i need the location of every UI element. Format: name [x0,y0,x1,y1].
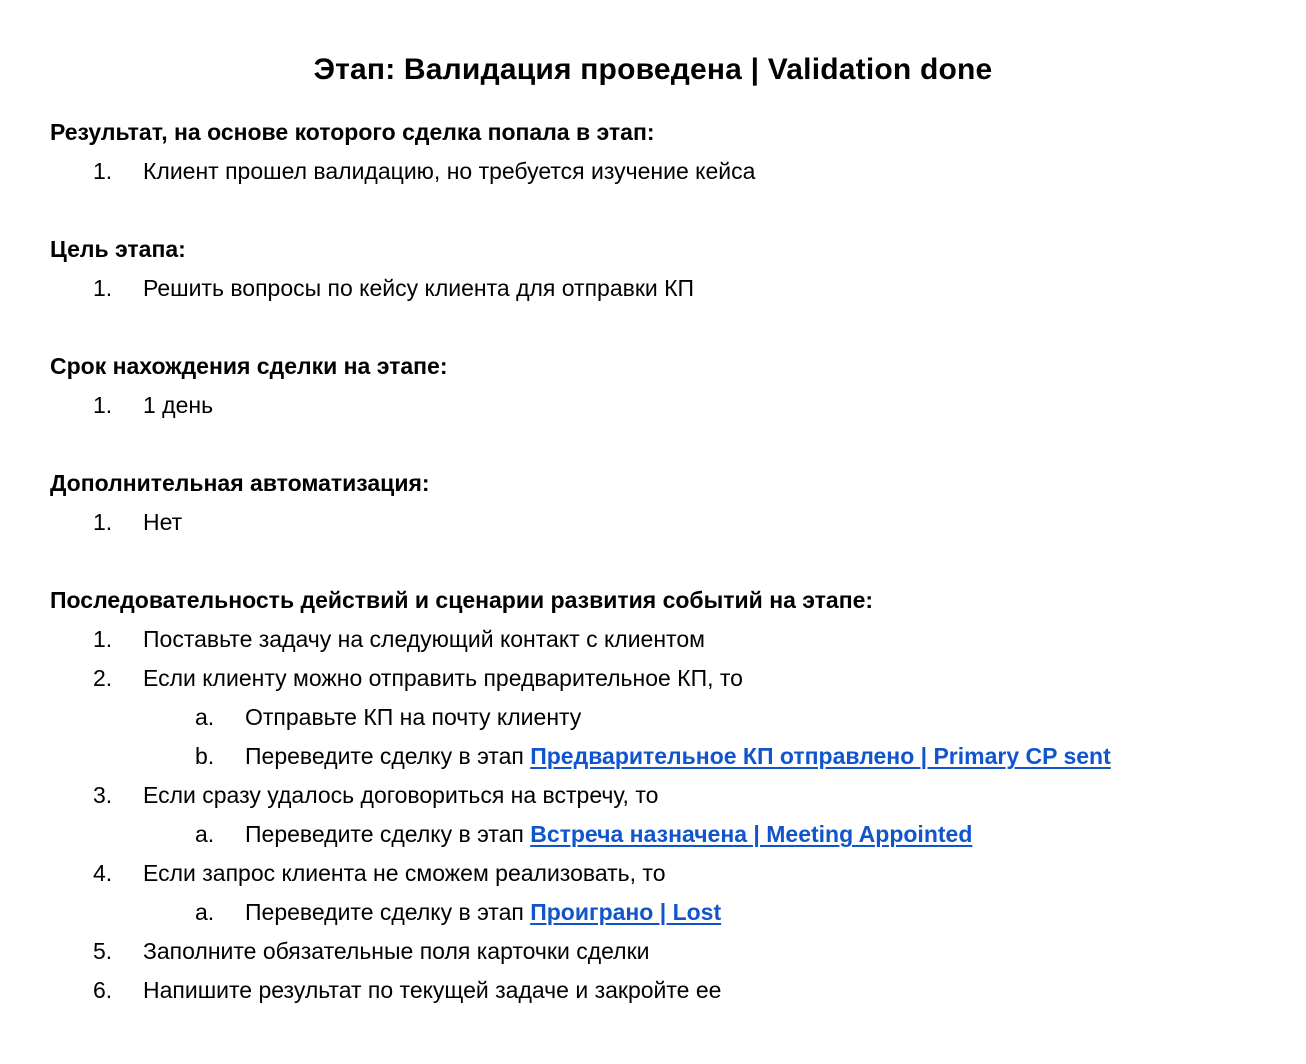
section-goal [0,230,1306,308]
list-item [0,152,1306,191]
list-item-text: Клиент прошел валидацию, но требуется изучение кейса [143,158,756,184]
list-item [0,776,1306,815]
list-item [0,971,1306,1010]
list-item-text: Если клиенту можно отправить предварительное КП, то [143,665,743,691]
list-item [0,932,1306,971]
list-item [0,815,1235,854]
list-marker: 1. [93,509,113,535]
list-item-text: Переведите сделку в этап [245,899,531,925]
list-item [0,737,1235,776]
section-result [0,113,1306,191]
list-item-text: Если сразу удалось договориться на встречу, то [143,782,659,808]
section-heading: Последовательность действий и сценарии развития событий на этапе: [50,587,874,613]
list-item-text: Переведите сделку в этап [245,743,531,769]
section-heading: Цель этапа: [50,236,186,262]
list-marker: 3. [93,782,113,808]
link-primary-cp-sent[interactable]: Предварительное КП отправлено | Primary CP sent [530,743,1111,769]
list-item-text: Поставьте задачу на следующий контакт с клиентом [143,626,705,652]
link-meeting-appointed[interactable]: Встреча назначена | Meeting Appointed [530,821,973,847]
link-lost[interactable]: Проиграно | Lost [530,899,722,925]
list-item-text: Напишите результат по текущей задаче и закройте ее [143,977,722,1003]
list-marker: 4. [93,860,113,886]
list-item-text: Заполните обязательные поля карточки сделки [143,938,650,964]
section-action-sequence [0,581,1306,1010]
section-duration [0,347,1306,425]
list-marker: 1. [93,392,113,418]
section-heading: Срок нахождения сделки на этапе: [50,353,448,379]
list-item [0,854,1306,893]
list-item [0,698,1235,737]
list-marker: 6. [93,977,113,1003]
list-marker: 1. [93,275,113,301]
list-marker: b. [195,743,215,769]
list-item [0,503,1306,542]
section-heading: Результат, на основе которого сделка попала в этап: [50,119,655,145]
list-marker: a. [195,821,215,847]
section-automation [0,464,1306,542]
list-item-text: Переведите сделку в этап [245,821,531,847]
list-item [0,620,1306,659]
list-item [0,893,1235,932]
list-item-text: Нет [143,509,183,535]
list-marker: 2. [93,665,113,691]
list-item-text: 1 день [143,392,214,418]
list-marker: 5. [93,938,113,964]
list-marker: 1. [93,158,113,184]
list-marker: a. [195,899,215,925]
page-title: Этап: Валидация проведена | Validation done [313,53,993,86]
list-item-text: Если запрос клиента не сможем реализовать, то [143,860,666,886]
list-marker: a. [195,704,215,730]
list-item-text: Отправьте КП на почту клиенту [245,704,582,730]
list-item [0,386,1306,425]
list-marker: 1. [93,626,113,652]
list-item [0,659,1306,698]
section-heading: Дополнительная автоматизация: [50,470,430,496]
list-item-text: Решить вопросы по кейсу клиента для отправки КП [143,275,695,301]
list-item [0,269,1306,308]
